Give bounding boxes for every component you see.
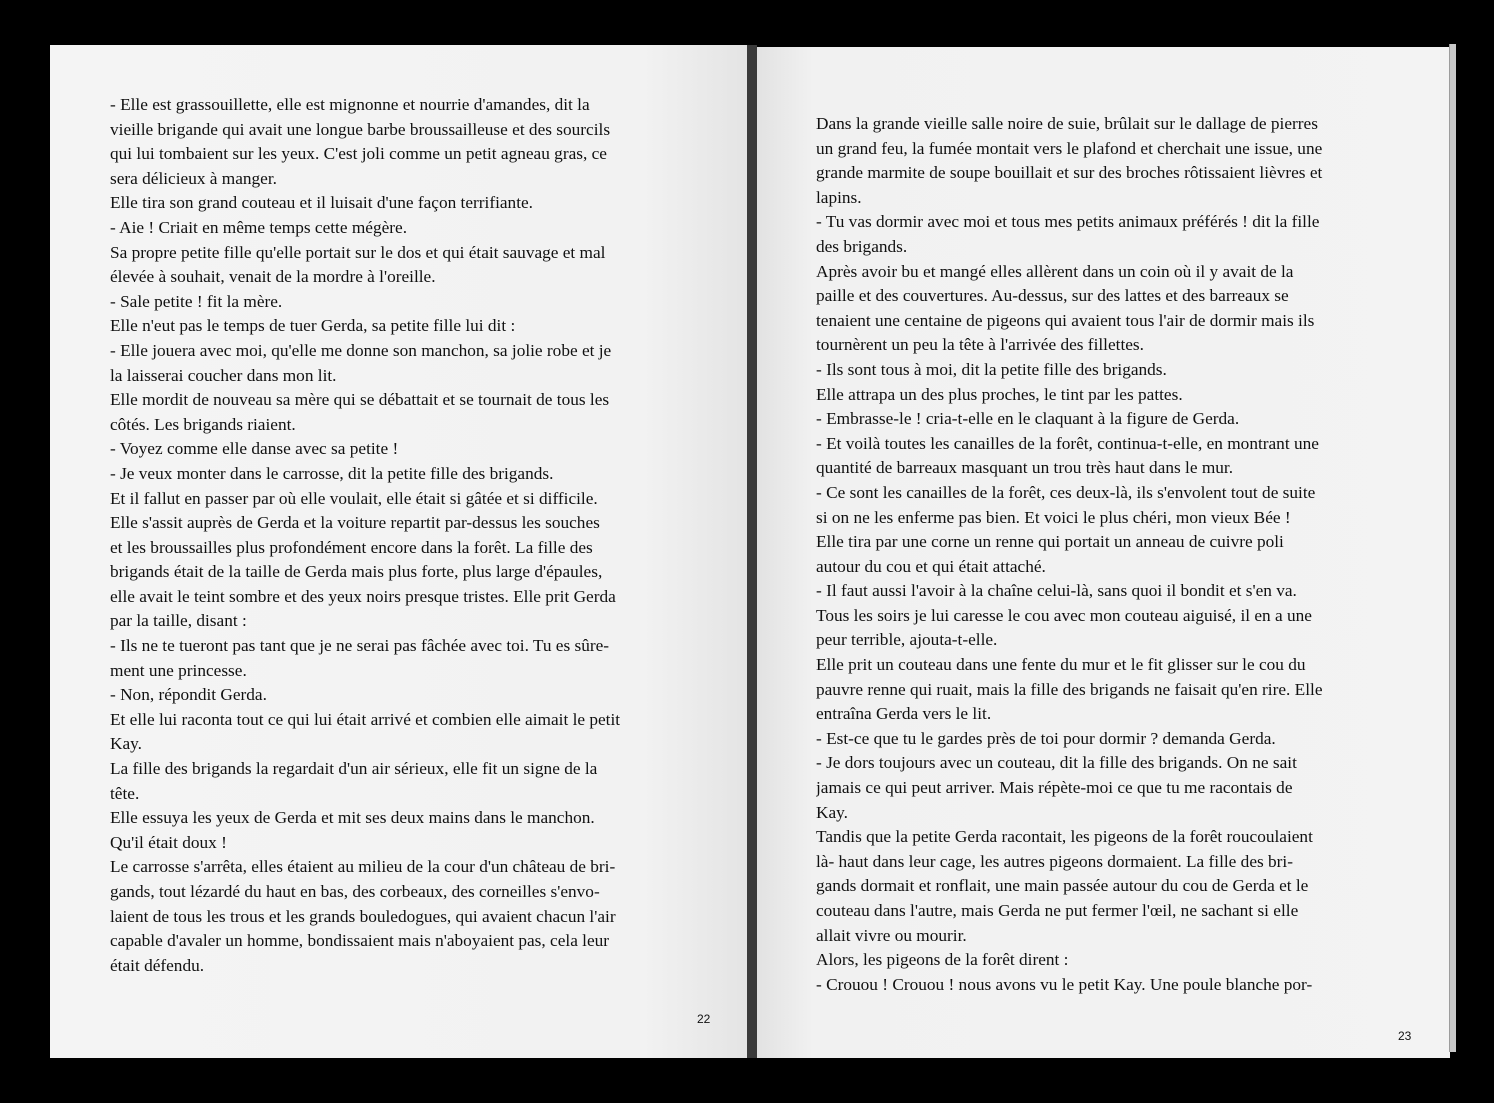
- text-line: Le carrosse s'arrêta, elles étaient au milieu de la cour d'un château de bri-: [110, 857, 616, 877]
- text-line: grande marmite de soupe bouillait et sur des broches rôtissaient lièvres et: [816, 163, 1323, 183]
- text-line: - Embrasse-le ! cria-t-elle en le claquant à la figure de Gerda.: [816, 409, 1240, 429]
- text-line: gands dormait et ronflait, une main passée autour du cou de Gerda et le: [816, 876, 1309, 896]
- text-line: côtés. Les brigands riaient.: [110, 414, 296, 434]
- text-line: vieille brigande qui avait une longue barbe broussailleuse et des sourcils: [110, 119, 611, 139]
- text-line: quantité de barreaux masquant un trou très haut dans le mur.: [816, 458, 1234, 478]
- text-line: Elle prit un couteau dans une fente du mur et le fit glisser sur le cou du: [816, 655, 1306, 675]
- text-line: Elle attrapa un des plus proches, le tint par les pattes.: [816, 384, 1183, 404]
- text-line: Elle s'assit auprès de Gerda et la voiture repartit par-dessus les souches: [110, 513, 600, 533]
- text-line: - Elle est grassouillette, elle est mignonne et nourrie d'amandes, dit la: [110, 95, 590, 114]
- text-line: élevée à souhait, venait de la mordre à l'oreille.: [110, 267, 436, 287]
- text-line: La fille des brigands la regardait d'un air sérieux, elle fit un signe de la: [110, 759, 598, 779]
- text-line: capable d'avaler un homme, bondissaient mais n'aboyaient pas, cela leur: [110, 931, 610, 951]
- text-line: gands, tout lézardé du haut en bas, des corbeaux, des corneilles s'envo-: [110, 882, 600, 901]
- book-gutter: [747, 45, 757, 1058]
- text-line: autour du cou et qui était attaché.: [816, 556, 1046, 576]
- text-line: entraîna Gerda vers le lit.: [816, 704, 992, 724]
- right-page-number: 23: [1398, 1029, 1412, 1043]
- text-line: paille et des couvertures. Au-dessus, sur des lattes et des barreaux se: [816, 286, 1289, 306]
- text-line: Dans la grande vieille salle noire de suie, brûlait sur le dallage de pierres: [816, 114, 1318, 133]
- text-line: - Je dors toujours avec un couteau, dit la fille des brigands. On ne sait: [816, 753, 1297, 773]
- text-line: Tandis que la petite Gerda racontait, les pigeons de la forêt roucoulaient: [816, 827, 1313, 847]
- text-line: tête.: [110, 783, 140, 803]
- text-line: - Tu vas dormir avec moi et tous mes petits animaux préférés ! dit la fille: [816, 212, 1320, 232]
- text-line: Alors, les pigeons de la forêt dirent :: [816, 950, 1069, 970]
- text-line: un grand feu, la fumée montait vers le plafond et cherchait une issue, une: [816, 138, 1323, 158]
- text-line: la laisserai coucher dans mon lit.: [110, 365, 337, 385]
- text-line: - Sale petite ! fit la mère.: [110, 291, 283, 311]
- text-line: - Voyez comme elle danse avec sa petite !: [110, 439, 399, 459]
- text-line: et les broussailles plus profondément encore dans la forêt. La fille des: [110, 537, 593, 557]
- text-line: lapins.: [816, 187, 862, 207]
- left-page-number: 22: [697, 1012, 711, 1026]
- text-line: - Il faut aussi l'avoir à la chaîne celui-là, sans quoi il bondit et s'en va.: [816, 581, 1297, 601]
- text-line: peur terrible, ajouta-t-elle.: [816, 630, 998, 650]
- text-line: brigands était de la taille de Gerda mais plus forte, plus large d'épaules,: [110, 562, 603, 582]
- page-edge: [1449, 44, 1456, 1052]
- text-line: Elle n'eut pas le temps de tuer Gerda, sa petite fille lui dit :: [110, 316, 516, 336]
- text-line: Elle mordit de nouveau sa mère qui se débattait et se tournait de tous les: [110, 390, 610, 410]
- text-line: par la taille, disant :: [110, 611, 247, 631]
- text-line: ment une princesse.: [110, 660, 247, 680]
- text-line: Qu'il était doux !: [110, 832, 227, 852]
- text-line: Kay.: [110, 734, 142, 754]
- text-line: - Non, répondit Gerda.: [110, 685, 267, 705]
- text-line: tournèrent un peu la tête à l'arrivée des fillettes.: [816, 335, 1144, 355]
- text-line: sera délicieux à manger.: [110, 168, 277, 188]
- text-line: allait vivre ou mourir.: [816, 925, 967, 945]
- text-line: jamais ce qui peut arriver. Mais répète-moi ce que tu me racontais de: [816, 778, 1293, 798]
- text-line: Tous les soirs je lui caresse le cou avec mon couteau aiguisé, il en a une: [816, 605, 1312, 625]
- text-line: Elle essuya les yeux de Gerda et mit ses deux mains dans le manchon.: [110, 808, 595, 828]
- text-line: - Ce sont les canailles de la forêt, ces deux-là, ils s'envolent tout de suite: [816, 482, 1316, 502]
- text-line: couteau dans l'autre, mais Gerda ne put fermer l'œil, ne sachant si elle: [816, 901, 1299, 920]
- text-line: Elle tira son grand couteau et il luisait d'une façon terrifiante.: [110, 193, 533, 213]
- text-line: - Aie ! Criait en même temps cette mégère.: [110, 217, 408, 237]
- text-line: - Elle jouera avec moi, qu'elle me donne son manchon, sa jolie robe et je: [110, 340, 612, 360]
- text-line: - Ils sont tous à moi, dit la petite fille des brigands.: [816, 359, 1167, 379]
- text-line: Sa propre petite fille qu'elle portait sur le dos et qui était sauvage et mal: [110, 242, 606, 262]
- text-line: était défendu.: [110, 955, 205, 975]
- text-line: là- haut dans leur cage, les autres pigeons dormaient. La fille des bri-: [816, 851, 1293, 871]
- text-line: si on ne les enferme pas bien. Et voici le plus chéri, mon vieux Bée !: [816, 507, 1291, 527]
- text-line: laient de tous les trous et les grands bouledogues, qui avaient chacun l'air: [110, 906, 616, 926]
- text-line: - Je veux monter dans le carrosse, dit la petite fille des brigands.: [110, 463, 554, 483]
- text-line: pauvre renne qui ruait, mais la fille des brigands ne faisait qu'en rire. Elle: [816, 679, 1323, 699]
- right-page-text: [816, 112, 1399, 997]
- text-line: qui lui tombaient sur les yeux. C'est joli comme un petit agneau gras, ce: [110, 144, 607, 164]
- text-line: elle avait le teint sombre et des yeux noirs presque tristes. Elle prit Gerda: [110, 586, 616, 606]
- text-line: Elle tira par une corne un renne qui portait un anneau de cuivre poli: [816, 532, 1284, 552]
- text-line: - Ils ne te tueront pas tant que je ne serai pas fâchée avec toi. Tu es sûre-: [110, 636, 610, 656]
- text-line: - Est-ce que tu le gardes près de toi pour dormir ? demanda Gerda.: [816, 728, 1276, 748]
- text-line: Et il fallut en passer par où elle voulait, elle était si gâtée et si difficile.: [110, 488, 598, 508]
- text-line: - Crouou ! Crouou ! nous avons vu le petit Kay. Une poule blanche por-: [816, 974, 1313, 994]
- text-line: Après avoir bu et mangé elles allèrent dans un coin où il y avait de la: [816, 261, 1294, 281]
- text-line: - Et voilà toutes les canailles de la forêt, continua-t-elle, en montrant une: [816, 433, 1319, 453]
- text-line: des brigands.: [816, 236, 908, 256]
- text-line: tenaient une centaine de pigeons qui avaient tous l'air de dormir mais ils: [816, 310, 1315, 330]
- text-line: Kay.: [816, 802, 848, 822]
- text-line: Et elle lui raconta tout ce qui lui était arrivé et combien elle aimait le petit: [110, 709, 621, 729]
- left-page-text: [110, 93, 696, 978]
